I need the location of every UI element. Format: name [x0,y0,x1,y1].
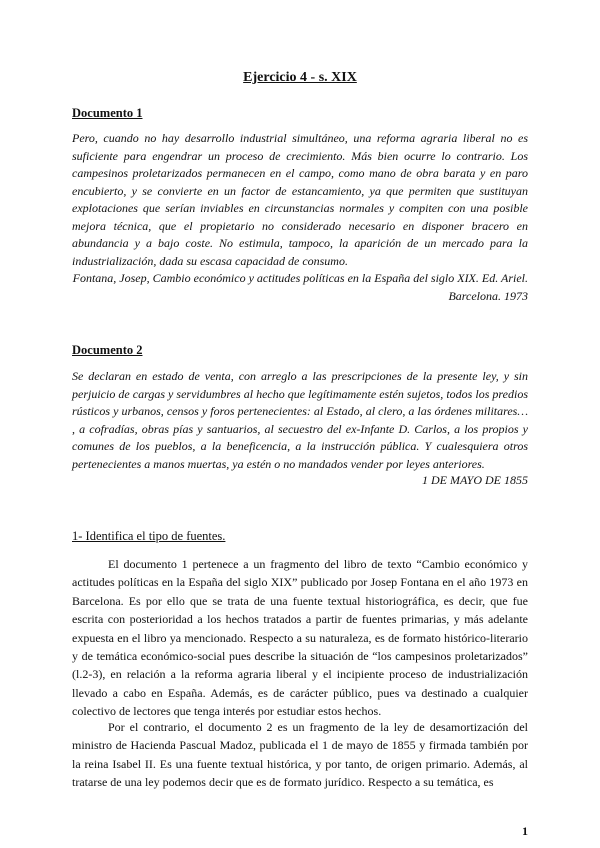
document-1-attribution: Fontana, Josep, Cambio económico y actitudes políticas en la España del siglo XIX. Ed. Ariel. Barcelona. 1973 [72,271,528,303]
section-1-paragraph-1: El documento 1 pertenece a un fragmento del libro de texto “Cambio económico y actitudes políticas en la España del siglo XIX” publicado por Josep Fontana en el año 1973 en Barcelona. Es por ello que se trata de una fuente textual historiográfica, es decir, que fue escrita con posterioridad a los hechos tratados a partir de fuentes primarias, y más adelante expuesta en el libro ya mencionado. Respecto a su naturaleza, es de formato histórico-literario y de temática económico-social pues describe la situación de “los campesinos proletarizados” (l.2-3), en relación a la reforma agraria liberal y el incipiente proceso de industrialización llevado a cabo en España. Además, es de carácter público, pues va destinado a cualquier colectivo de lectores que tenga interés por estudiar estos hechos. [72,557,528,719]
document-2-date: 1 DE MAYO DE 1855 [422,473,528,487]
document-1-heading: Documento 1 [72,106,143,120]
document-2-quote: Se declaran en estado de venta, con arreglo a las prescripciones de la presente ley, y sin perjuicio de cargas y servidumbres al hecho que legítimamente estén sujetos, todos los predios rústicos y urbanos, censos y foros pertenecientes: al Estado, al clero, a las órdenes militares… , a cofradías, obras pías y santuarios, al secuestro del ex-Infante D. Carlos, a los propios y comunes de los pueblos, a la beneficencia, a la instrucción pública. Y cualesquiera otros pertenecientes a manos muertas, ya estén o no mandados vender por leyes anteriores. [72,369,528,471]
page-title: Ejercicio 4 - s. XIX [243,70,357,85]
section-1-paragraph-2: Por el contrario, el documento 2 es un fragmento de la ley de desamortización del ministro de Hacienda Pascual Madoz, publicada el 1 de mayo de 1855 y firmada también por la reina Isabel II. Es una fuente textual histórica, y por tanto, de origen primario. Además, al tratarse de una ley podemos decir que es de formato jurídico. Respecto a su temática, es [72,720,528,790]
document-2-heading: Documento 2 [72,343,143,357]
document-page [72,0,528,848]
section-1-heading: 1- Identifica el tipo de fuentes. [72,529,226,543]
page-number: 1 [522,824,528,838]
document-1-quote: Pero, cuando no hay desarrollo industrial simultáneo, una reforma agraria liberal no es suficiente para engendrar un proceso de crecimiento. Más bien ocurre lo contrario. Los campesinos proletarizados permanecen en el campo, como mano de obra barata y en paro encubierto, y se convierte en un factor de estancamiento, ya que permiten que sustituyan explotaciones que serían inviables en circunstancias normales y compiten con una posible mejora técnica, que el propietario no considerado necesario en disponer bracero en abundancia y a bajo coste. No estimula, tampoco, la aparición de un mercado para la industrialización, dada su escasa capacidad de consumo. [72,131,528,268]
